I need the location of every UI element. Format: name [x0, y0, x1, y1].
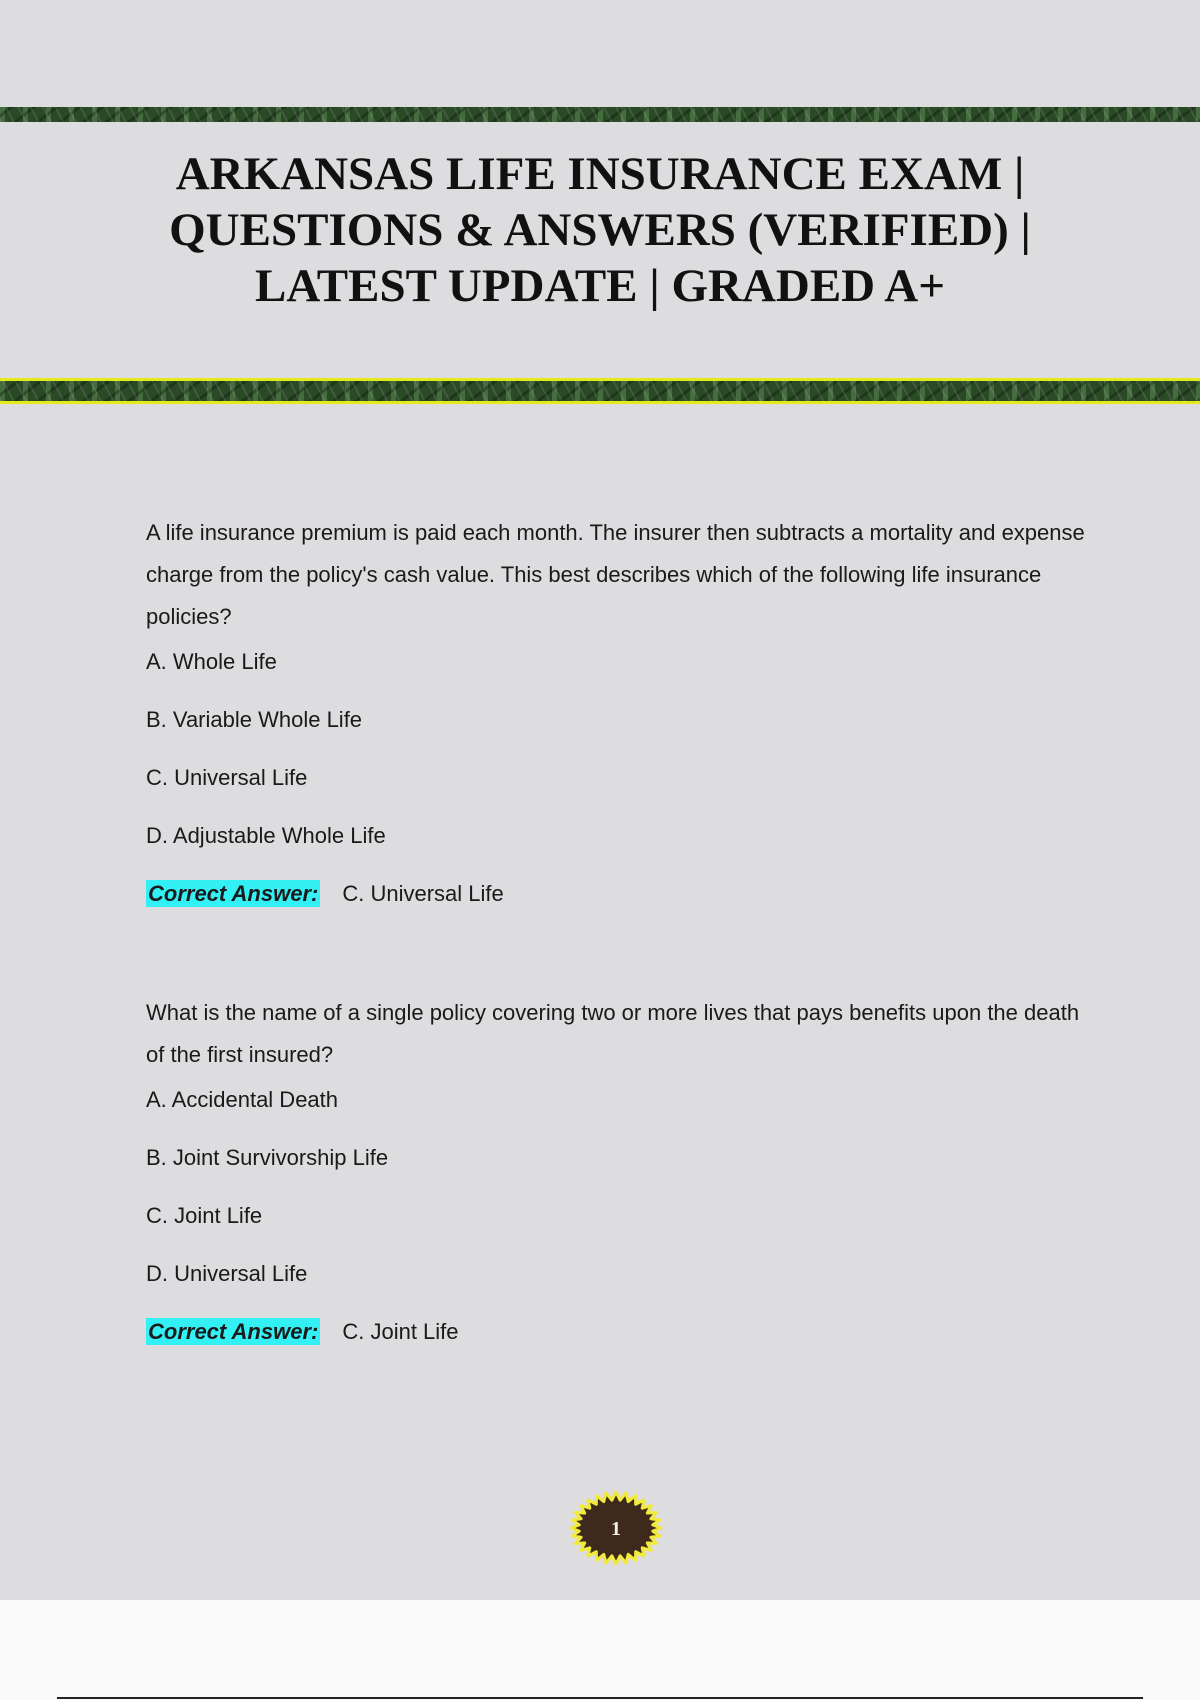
- answer-option: B. Joint Survivorship Life: [146, 1145, 389, 1170]
- answer-option: C. Universal Life: [146, 765, 308, 790]
- correct-answer-label: Correct Answer:: [148, 881, 319, 906]
- answer-option: D. Adjustable Whole Life: [146, 823, 386, 848]
- question-text: A life insurance premium is paid each month. The insurer then subtracts a mortality and expense charge from the policy's cash value. This best describes which of the following life insurance policies?: [146, 520, 1085, 629]
- answer-option: D. Universal Life: [146, 1261, 308, 1286]
- questions-section: [146, 512, 1096, 1346]
- decorative-band-bottom: [0, 381, 1200, 401]
- page-number: 1: [611, 1518, 621, 1540]
- correct-answer-value: C. Universal Life: [342, 881, 504, 906]
- question-block: [146, 512, 1096, 908]
- title-line: ARKANSAS LIFE INSURANCE EXAM |: [175, 148, 1025, 200]
- answer-option: A. Accidental Death: [146, 1087, 339, 1112]
- correct-answer-line: [146, 1318, 1096, 1346]
- answer-option: A. Whole Life: [146, 649, 277, 674]
- title-line: LATEST UPDATE | GRADED A+: [254, 260, 946, 312]
- correct-answer-line: [146, 880, 1096, 908]
- question-block: [146, 992, 1096, 1346]
- page-number-badge: [567, 1489, 665, 1567]
- correct-answer-label: Correct Answer:: [148, 1319, 319, 1344]
- decorative-band-top: [0, 107, 1200, 122]
- document-title: [100, 146, 1100, 314]
- answer-option: C. Joint Life: [146, 1203, 263, 1228]
- answer-option: B. Variable Whole Life: [146, 707, 363, 732]
- question-text: What is the name of a single policy covering two or more lives that pays benefits upon the death of the first insured?: [146, 1000, 1080, 1067]
- title-line: QUESTIONS & ANSWERS (VERIFIED) |: [169, 204, 1031, 256]
- footer-rule: [57, 1697, 1143, 1699]
- correct-answer-value: C. Joint Life: [342, 1319, 459, 1344]
